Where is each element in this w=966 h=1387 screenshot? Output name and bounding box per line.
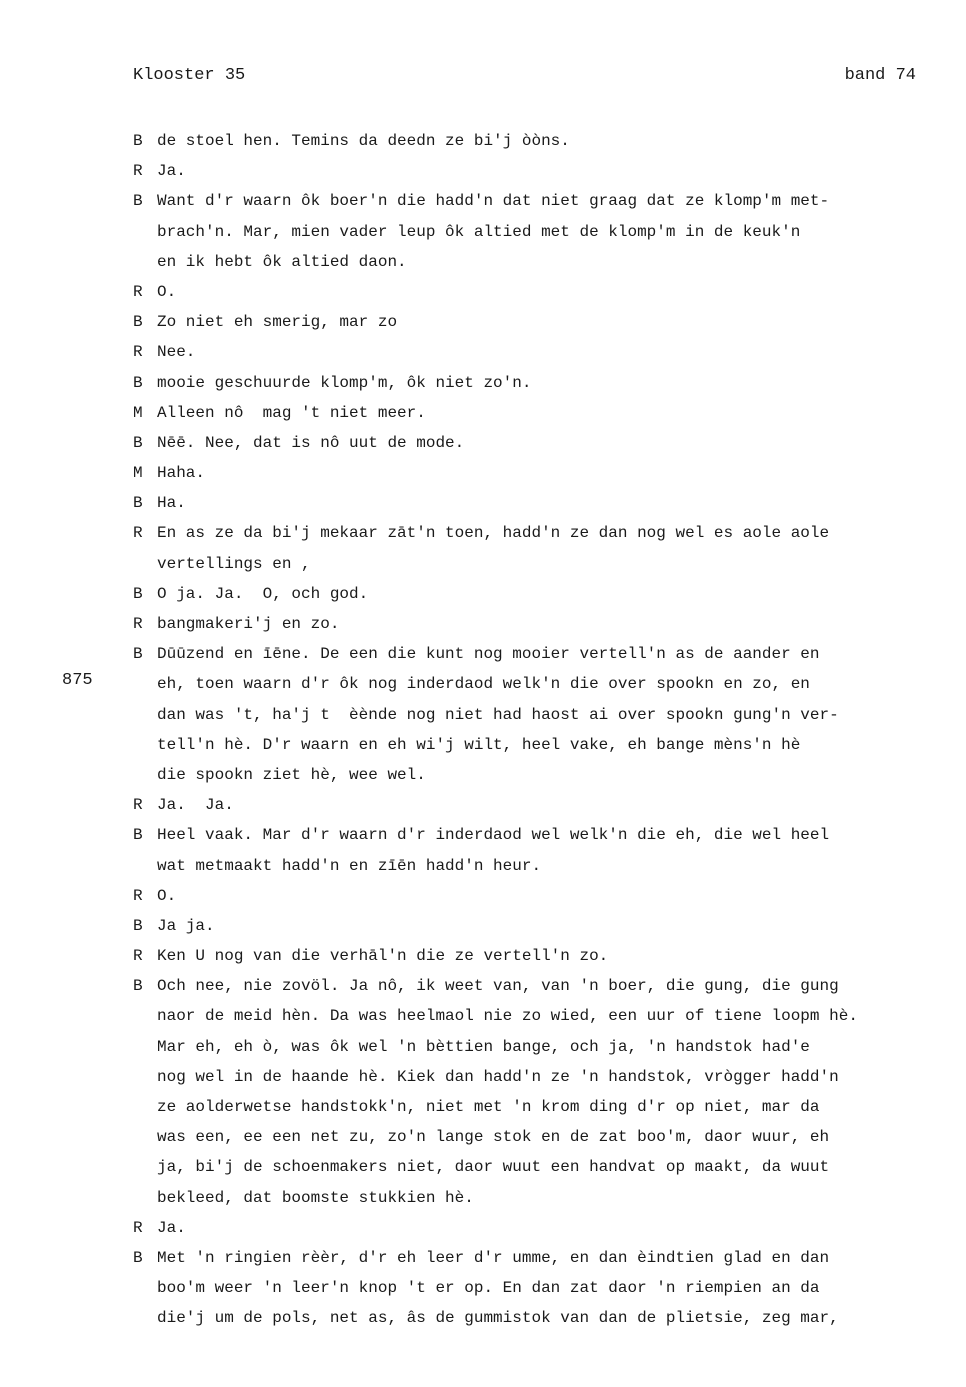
transcript-line — [133, 881, 933, 911]
speaker-label: R — [133, 615, 143, 633]
line-text: O ja. Ja. O, och god. — [157, 584, 369, 603]
transcript-line — [133, 1032, 933, 1062]
line-text: mooie geschuurde klomp'm, ôk niet zo'n. — [157, 373, 532, 392]
line-text: nog wel in de haande hè. Kiek dan hadd'n ze 'n handstok, vrògger hadd'n — [157, 1067, 839, 1086]
line-text: Ja. Ja. — [157, 796, 234, 815]
line-text: Heel vaak. Mar d'r waarn d'r inderdaod wel welk'n die eh, die wel heel — [157, 826, 830, 845]
transcript-line — [133, 126, 933, 156]
line-text: wat metmaakt hadd'n en zīēn hadd'n heur. — [157, 856, 542, 875]
transcript-line — [133, 760, 933, 790]
line-text: die spookn ziet hè, wee wel. — [157, 765, 426, 784]
speaker-label: M — [133, 403, 143, 422]
speaker-label: R — [133, 162, 143, 181]
speaker-label: B — [133, 433, 143, 452]
line-text: was een, ee een net zu, zo'n lange stok en de zat boo'm, daor wuur, eh — [157, 1128, 830, 1147]
transcript-line — [133, 458, 933, 488]
line-text: Ja. — [157, 162, 186, 181]
transcript-line — [133, 1122, 933, 1152]
line-text: ze aolderwetse handstokk'n, niet met 'n krom ding d'r op niet, mar da — [157, 1098, 820, 1116]
speaker-label: R — [133, 282, 143, 301]
transcript-line — [133, 851, 933, 881]
transcript-line — [133, 247, 933, 277]
line-text: vertellings en , — [157, 554, 311, 573]
line-text: dan was 't, ha'j t èènde nog niet had haost ai over spookn gung'n ver- — [157, 705, 839, 724]
transcript-line — [133, 156, 933, 186]
transcript-line — [133, 1062, 933, 1092]
line-text: Och nee, nie zovöl. Ja nô, ik weet van, van 'n boer, die gung, die gung — [157, 977, 839, 996]
line-text: die'j um de pols, net as, âs de gummistok van dan de plietsie, zeg mar, — [157, 1309, 839, 1328]
speaker-label: R — [133, 796, 143, 815]
band-number: band 74 — [844, 66, 916, 85]
transcript-line — [133, 488, 933, 518]
transcript-line — [133, 217, 933, 247]
speaker-label: B — [133, 313, 143, 332]
speaker-label: R — [133, 947, 143, 966]
transcript-line — [133, 1303, 933, 1333]
document-title: Klooster 35 — [133, 66, 246, 85]
line-text: bekleed, dat boomste stukkien hè. — [157, 1188, 474, 1207]
line-text: Zo niet eh smerig, mar zo — [157, 313, 398, 332]
speaker-label: B — [133, 1248, 143, 1267]
speaker-label: B — [133, 373, 143, 392]
line-text: de stoel hen. Temins da deedn ze bi'j òòns. — [157, 132, 570, 150]
transcript-line — [133, 579, 933, 609]
line-text: Nee. — [157, 343, 196, 362]
line-text: naor de meid hèn. Da was heelmaol nie zo wied, een uur of tiene loopm hè. — [157, 1007, 858, 1026]
line-text: Ken U nog van die verhāl'n die ze vertell'n zo. — [157, 947, 609, 966]
transcript-line — [133, 186, 933, 216]
line-text: Met 'n ringien rèèr, d'r eh leer d'r umme, en dan èindtien glad en dan — [157, 1248, 830, 1267]
transcript-line — [133, 1243, 933, 1273]
transcript-line — [133, 307, 933, 337]
transcript-line — [133, 549, 933, 579]
transcript-line — [133, 911, 933, 941]
line-text: Dūūzend en īēne. De een die kunt nog mooier vertell'n as de aander en — [157, 645, 820, 664]
transcript-line — [133, 1183, 933, 1213]
line-text: Haha. — [157, 464, 206, 483]
transcript-body — [133, 126, 933, 1334]
transcript-line — [133, 277, 933, 307]
transcript-line — [133, 700, 933, 730]
transcript-line — [133, 730, 933, 760]
line-text: ja, bi'j de schoenmakers niet, daor wuut een handvat op maakt, da wuut — [157, 1158, 830, 1177]
transcript-line — [133, 1152, 933, 1182]
transcript-line — [133, 1092, 933, 1122]
transcript-line — [133, 368, 933, 398]
line-text: bangmakeri'j en zo. — [157, 615, 340, 633]
line-text: boo'm weer 'n leer'n knop 't er op. En dan zat daor 'n riempien an da — [157, 1279, 820, 1298]
speaker-label: B — [133, 826, 143, 845]
speaker-label: B — [133, 645, 143, 664]
line-text: brach'n. Mar, mien vader leup ôk altied met de klomp'm in de keuk'n — [157, 222, 801, 241]
line-text: Alleen nô mag 't niet meer. — [157, 403, 426, 422]
transcript-line — [133, 669, 933, 699]
line-text: Want d'r waarn ôk boer'n die hadd'n dat niet graag dat ze klomp'm met- — [157, 192, 830, 211]
speaker-label: B — [133, 977, 143, 996]
transcript-line — [133, 1273, 933, 1303]
transcript-line — [133, 1213, 933, 1243]
transcript-line — [133, 971, 933, 1001]
transcript-line — [133, 428, 933, 458]
speaker-label: R — [133, 1218, 143, 1237]
transcript-line — [133, 639, 933, 669]
line-text: O. — [157, 282, 177, 301]
transcript-line — [133, 941, 933, 971]
transcript-line — [133, 398, 933, 428]
transcript-line — [133, 820, 933, 850]
transcript-line — [133, 790, 933, 820]
speaker-label: B — [133, 494, 143, 513]
line-text: eh, toen waarn d'r ôk nog inderdaod welk'n die over spookn en zo, en — [157, 675, 810, 694]
speaker-label: M — [133, 464, 143, 483]
speaker-label: B — [133, 192, 143, 211]
line-text: En as ze da bi'j mekaar zāt'n toen, hadd'n ze dan nog wel es aole aole — [157, 524, 830, 543]
line-text: en ik hebt ôk altied daon. — [157, 252, 407, 271]
line-text: tell'n hè. D'r waarn en eh wi'j wilt, heel vake, eh bange mèns'n hè — [157, 735, 801, 754]
line-text: Ja. — [157, 1218, 186, 1237]
transcript-line — [133, 609, 933, 639]
line-text: Ja ja. — [157, 916, 215, 935]
transcript-line — [133, 337, 933, 367]
speaker-label: B — [133, 916, 143, 935]
line-text: Ha. — [157, 494, 186, 513]
speaker-label: R — [133, 886, 143, 905]
transcript-line — [133, 1001, 933, 1031]
margin-line-number: 875 — [62, 671, 93, 690]
transcript-line — [133, 518, 933, 548]
speaker-label: B — [133, 132, 143, 150]
line-text: Mar eh, eh ò, was ôk wel 'n bèttien bange, och ja, 'n handstok had'e — [157, 1037, 810, 1056]
line-text: O. — [157, 886, 177, 905]
speaker-label: R — [133, 524, 143, 543]
speaker-label: B — [133, 584, 143, 603]
speaker-label: R — [133, 343, 143, 362]
line-text: Nēē. Nee, dat is nô uut de mode. — [157, 433, 465, 452]
